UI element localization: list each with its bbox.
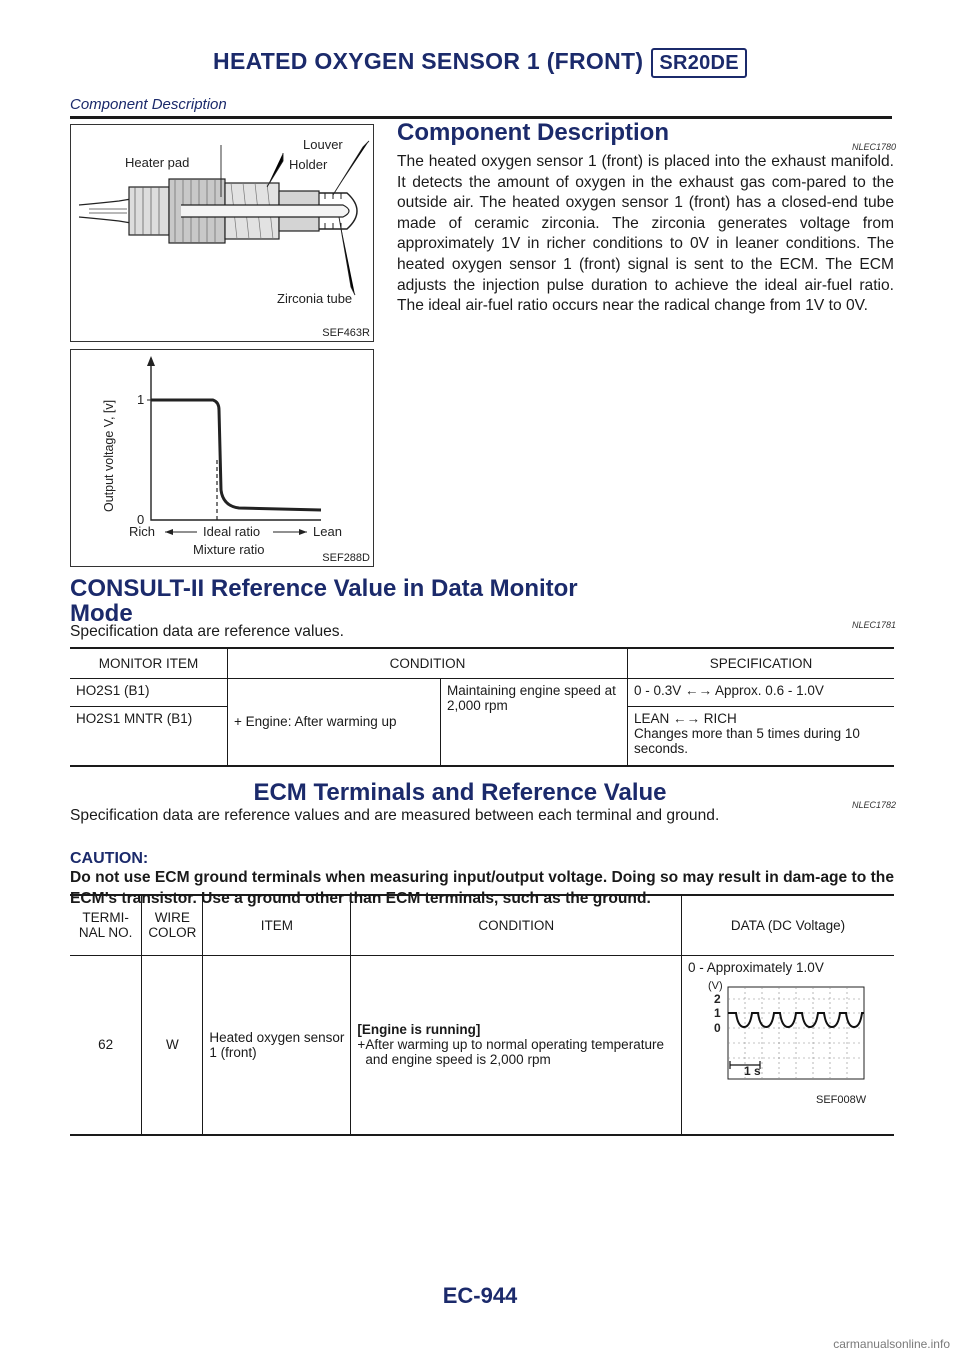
section-heading-ecm-terminals: ECM Terminals and Reference Value — [253, 779, 667, 806]
x-label-ideal: Ideal ratio — [203, 524, 261, 539]
row2-spec-line2: Changes more than 5 times during 10 seconds. — [634, 725, 860, 756]
x-label-rich: Rich — [129, 524, 156, 539]
terminal-item: Heated oxygen sensor 1 (front) — [203, 955, 351, 1135]
condition-bullet: + — [234, 714, 242, 730]
ecm-terminals-table — [70, 894, 894, 1136]
condition-title: [Engine is running] — [357, 1022, 481, 1038]
voltage-curve-figure — [70, 349, 374, 567]
row2-spec-line1: LEAN ←→ RICH — [634, 710, 737, 726]
voltage-curve-chart — [71, 350, 373, 566]
sensor-drawing — [71, 125, 373, 341]
col-wire-color: WIRE COLOR — [142, 895, 203, 955]
row2-specification — [628, 706, 895, 766]
figure1-code: SEF463R — [322, 327, 370, 339]
scope-unit: (V) — [708, 979, 723, 992]
terminal-data — [682, 955, 895, 1135]
header-title-text: HEATED OXYGEN SENSOR 1 (FRONT) — [213, 48, 644, 74]
col-item: ITEM — [203, 895, 351, 955]
y-axis-label: Output voltage V, [v] — [102, 399, 116, 512]
wire-color: W — [142, 955, 203, 1135]
label-holder: Holder — [289, 157, 328, 172]
condition-bullet-row — [357, 1037, 675, 1067]
section2-text: Specification data are reference values. — [70, 623, 344, 640]
col-terminal-no: TERMI-NAL NO. — [70, 895, 142, 955]
condition-detail: After warming up to normal operating temperature and engine speed is 2,000 rpm — [365, 1037, 664, 1068]
label-louver: Louver — [303, 137, 343, 152]
condition-engine-warmed — [228, 678, 441, 766]
section-heading-consult-line1: CONSULT-II Reference Value in Data Monitor — [70, 575, 578, 602]
col-data: DATA (DC Voltage) — [730, 917, 846, 933]
condition-text: Engine: After warming up — [245, 714, 397, 730]
condition-bullet: + — [357, 1037, 366, 1053]
caution-title: CAUTION: — [70, 850, 149, 867]
section2-code: NLEC1781 — [852, 620, 897, 630]
col-specification: SPECIFICATION — [709, 655, 813, 671]
col-monitor-item: MONITOR ITEM — [70, 648, 228, 678]
condition-engine-speed: Maintaining engine speed at 2,000 rpm — [441, 678, 628, 766]
page-number: EC-944 — [442, 1283, 518, 1308]
col-condition: CONDITION — [351, 895, 682, 955]
scope-tick-2: 2 — [714, 991, 721, 1006]
x-label-lean: Lean — [313, 524, 342, 539]
scope-tick-1: 1 — [714, 1005, 721, 1020]
section-heading-consult-line2: Mode — [70, 600, 133, 627]
engine-badge: SR20DE — [651, 48, 747, 78]
oscilloscope-waveform — [688, 975, 888, 1110]
section3-code: NLEC1782 — [852, 800, 897, 810]
scope-tick-0: 0 — [714, 1020, 721, 1035]
label-heater-pad: Heater pad — [125, 155, 190, 170]
section-heading-component-description: Component Description — [397, 119, 670, 146]
y-tick-0: 0 — [137, 512, 145, 527]
data-voltage-text: 0 - Approximately 1.0V — [688, 959, 824, 975]
caution-text: Do not use ECM ground terminals when measuring input/output voltage. Doing so may result in dam-age to the ECM’s transistor. Use a ground other than ECM terminals, such as the ground. — [70, 869, 894, 907]
header-subtitle: Component Description — [70, 96, 227, 113]
section1-code: NLEC1780 — [852, 142, 897, 152]
row1-monitor-item: HO2S1 (B1) — [70, 678, 228, 706]
section1-paragraph: The heated oxygen sensor 1 (front) is placed into the exhaust manifold. It detects the amount of oxygen in the exhaust gas com-pared to the outside air. The heated oxygen sensor 1 (front) has a closed-end tube made of ceramic zirconia. The zirconia generates voltage from approximately 1V in richer conditions to 0V in leaner conditions. The heated oxygen sensor 1 (front) signal is sent to the ECM. The ECM adjusts the injection pulse duration to achieve the ideal air-fuel ratio. The ideal air-fuel ratio occurs near the radical change from 1V to 0V. — [397, 153, 894, 315]
figure2-code: SEF288D — [322, 552, 370, 564]
label-zirconia-tube: Zirconia tube — [277, 291, 353, 306]
scope-code: SEF008W — [816, 1093, 867, 1106]
terminal-number: 62 — [70, 955, 142, 1135]
sensor-cross-section-figure — [70, 124, 374, 342]
col-condition: CONDITION — [228, 648, 628, 678]
consult-reference-table — [70, 647, 894, 767]
section3-text: Specification data are reference values and are measured between each terminal and ground. — [70, 807, 720, 824]
watermark: carmanualsonline.info — [833, 1337, 950, 1351]
y-tick-1: 1 — [137, 392, 145, 407]
row2-monitor-item: HO2S1 MNTR (B1) — [70, 706, 228, 766]
row1-specification: 0 - 0.3V ←→ Approx. 0.6 - 1.0V — [634, 682, 824, 698]
terminal-condition — [351, 955, 682, 1135]
page-header-title — [0, 48, 960, 78]
x-axis-label: Mixture ratio — [193, 542, 265, 557]
scope-time-label: 1 s — [744, 1063, 761, 1078]
